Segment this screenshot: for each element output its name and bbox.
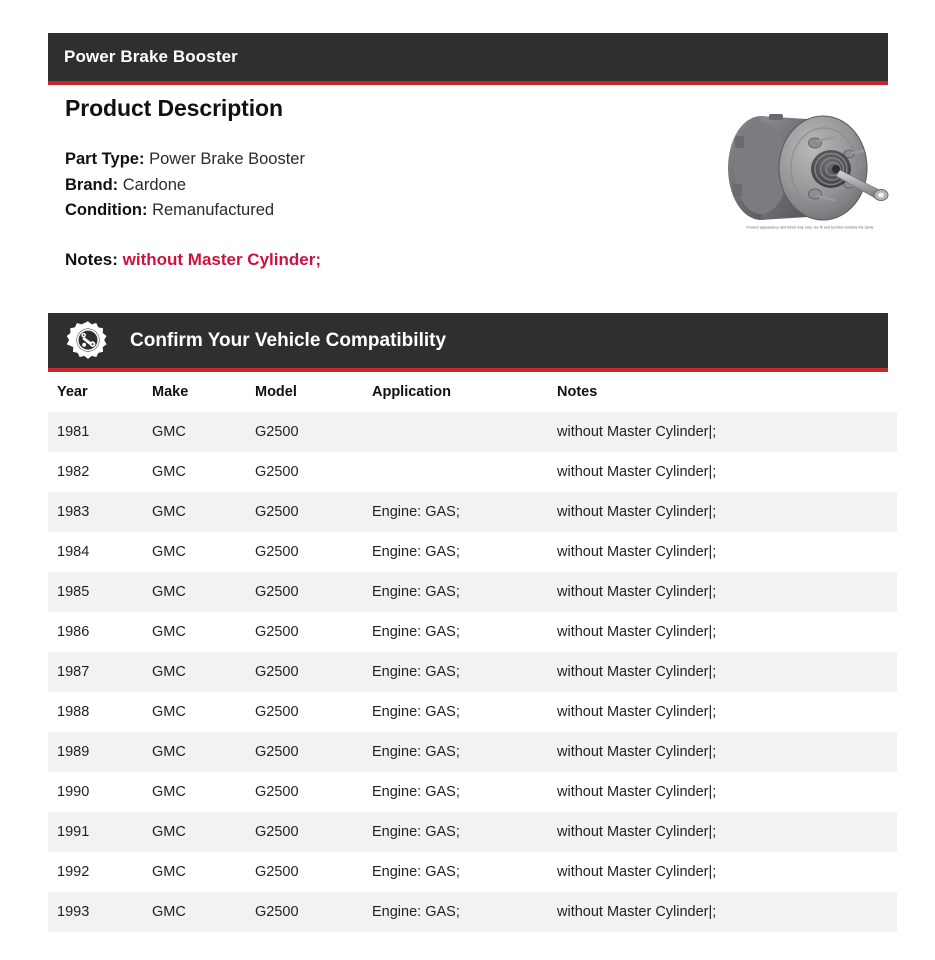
cell-notes: without Master Cylinder|; xyxy=(557,824,717,840)
column-header-notes: Notes xyxy=(557,384,598,400)
cell-model: G2500 xyxy=(255,424,299,440)
cell-application: Engine: GAS; xyxy=(372,544,460,560)
cell-application: Engine: GAS; xyxy=(372,904,460,920)
cell-application: Engine: GAS; xyxy=(372,704,460,720)
cell-notes: without Master Cylinder|; xyxy=(557,504,717,520)
table-row xyxy=(48,732,897,772)
cell-notes: without Master Cylinder|; xyxy=(557,744,717,760)
vehicle-compatibility-table xyxy=(48,372,897,932)
cell-make: GMC xyxy=(152,464,186,480)
spec-value-condition: Remanufactured xyxy=(152,201,275,219)
compatibility-heading: Confirm Your Vehicle Compatibility xyxy=(130,329,447,351)
cell-application: Engine: GAS; xyxy=(372,504,460,520)
cell-year: 1986 xyxy=(57,624,90,640)
table-row xyxy=(48,692,897,732)
cell-make: GMC xyxy=(152,704,186,720)
table-body xyxy=(48,412,897,932)
cell-application: Engine: GAS; xyxy=(372,784,460,800)
column-header-make: Make xyxy=(152,384,189,400)
compatibility-header-bar xyxy=(48,313,888,368)
cell-make: GMC xyxy=(152,864,186,880)
cell-application: Engine: GAS; xyxy=(372,584,460,600)
spec-label-condition: Condition: xyxy=(65,201,148,219)
power-brake-booster-photo xyxy=(703,96,899,246)
cell-notes: without Master Cylinder|; xyxy=(557,784,717,800)
gear-wrench-icon xyxy=(66,319,110,363)
cell-model: G2500 xyxy=(255,744,299,760)
cell-make: GMC xyxy=(152,904,186,920)
cell-make: GMC xyxy=(152,544,186,560)
cell-notes: without Master Cylinder|; xyxy=(557,864,717,880)
page-title: Power Brake Booster xyxy=(64,47,238,66)
cell-model: G2500 xyxy=(255,664,299,680)
cell-model: G2500 xyxy=(255,904,299,920)
cell-year: 1984 xyxy=(57,544,90,560)
spec-value-part-type: Power Brake Booster xyxy=(149,150,305,168)
photo-disclaimer-caption: Product appearance and finish may vary, our fit and function remains the same xyxy=(746,226,874,231)
product-notes-label: Notes: xyxy=(65,250,118,269)
cell-model: G2500 xyxy=(255,704,299,720)
cell-notes: without Master Cylinder|; xyxy=(557,704,717,720)
spec-value-brand: Cardone xyxy=(122,175,187,194)
table-row xyxy=(48,892,897,932)
table-header-row xyxy=(48,372,897,412)
table-row xyxy=(48,812,897,852)
table-row xyxy=(48,412,897,452)
cell-make: GMC xyxy=(152,824,186,840)
cell-application xyxy=(372,412,557,452)
cell-year: 1988 xyxy=(57,704,90,720)
cell-application: Engine: GAS; xyxy=(372,664,460,680)
cell-application: Engine: GAS; xyxy=(372,744,460,760)
cell-year: 1983 xyxy=(57,504,90,520)
table-header xyxy=(48,372,897,412)
product-title-bar xyxy=(48,33,888,81)
cell-year: 1990 xyxy=(57,784,90,800)
cell-make: GMC xyxy=(152,744,186,760)
column-header-year: Year xyxy=(57,384,88,400)
cell-notes: without Master Cylinder|; xyxy=(557,624,717,640)
cell-year: 1992 xyxy=(57,864,90,880)
title-accent-rule xyxy=(48,81,888,85)
spec-row-part-type xyxy=(65,147,305,173)
cell-model: G2500 xyxy=(255,624,299,640)
table-row xyxy=(48,452,897,492)
cell-model: G2500 xyxy=(255,584,299,600)
cell-make: GMC xyxy=(152,624,186,640)
cell-notes: without Master Cylinder|; xyxy=(557,584,717,600)
spec-label-part-type: Part Type: xyxy=(65,150,145,168)
column-header-model: Model xyxy=(255,384,297,400)
cell-year: 1991 xyxy=(57,824,90,840)
spec-row-brand xyxy=(65,173,305,199)
cell-notes: without Master Cylinder|; xyxy=(557,424,717,440)
cell-year: 1985 xyxy=(57,584,90,600)
cell-model: G2500 xyxy=(255,464,299,480)
cell-notes: without Master Cylinder|; xyxy=(557,544,717,560)
product-notes-value: without Master Cylinder; xyxy=(122,250,321,269)
table-row xyxy=(48,612,897,652)
cell-year: 1981 xyxy=(57,424,90,440)
cell-notes: without Master Cylinder|; xyxy=(557,664,717,680)
cell-year: 1982 xyxy=(57,464,90,480)
cell-model: G2500 xyxy=(255,784,299,800)
cell-make: GMC xyxy=(152,584,186,600)
column-header-application: Application xyxy=(372,384,451,400)
cell-application: Engine: GAS; xyxy=(372,624,460,640)
description-heading: Product Description xyxy=(65,95,283,121)
cell-notes: without Master Cylinder|; xyxy=(557,904,717,920)
cell-application: Engine: GAS; xyxy=(372,864,460,880)
cell-model: G2500 xyxy=(255,504,299,520)
cell-year: 1989 xyxy=(57,744,90,760)
cell-application xyxy=(372,452,557,492)
cell-model: G2500 xyxy=(255,544,299,560)
cell-application: Engine: GAS; xyxy=(372,824,460,840)
cell-notes: without Master Cylinder|; xyxy=(557,464,717,480)
spec-label-brand: Brand: xyxy=(65,175,119,194)
table-row xyxy=(48,492,897,532)
cell-year: 1993 xyxy=(57,904,90,920)
cell-make: GMC xyxy=(152,664,186,680)
cell-make: GMC xyxy=(152,504,186,520)
cell-model: G2500 xyxy=(255,824,299,840)
product-notes xyxy=(65,250,321,270)
cell-model: G2500 xyxy=(255,864,299,880)
cell-make: GMC xyxy=(152,784,186,800)
table-row xyxy=(48,572,897,612)
spec-list xyxy=(65,147,305,224)
spec-row-condition xyxy=(65,198,305,224)
table-row xyxy=(48,652,897,692)
table-row xyxy=(48,772,897,812)
cell-year: 1987 xyxy=(57,664,90,680)
table-row xyxy=(48,852,897,892)
table-row xyxy=(48,532,897,572)
cell-make: GMC xyxy=(152,424,186,440)
